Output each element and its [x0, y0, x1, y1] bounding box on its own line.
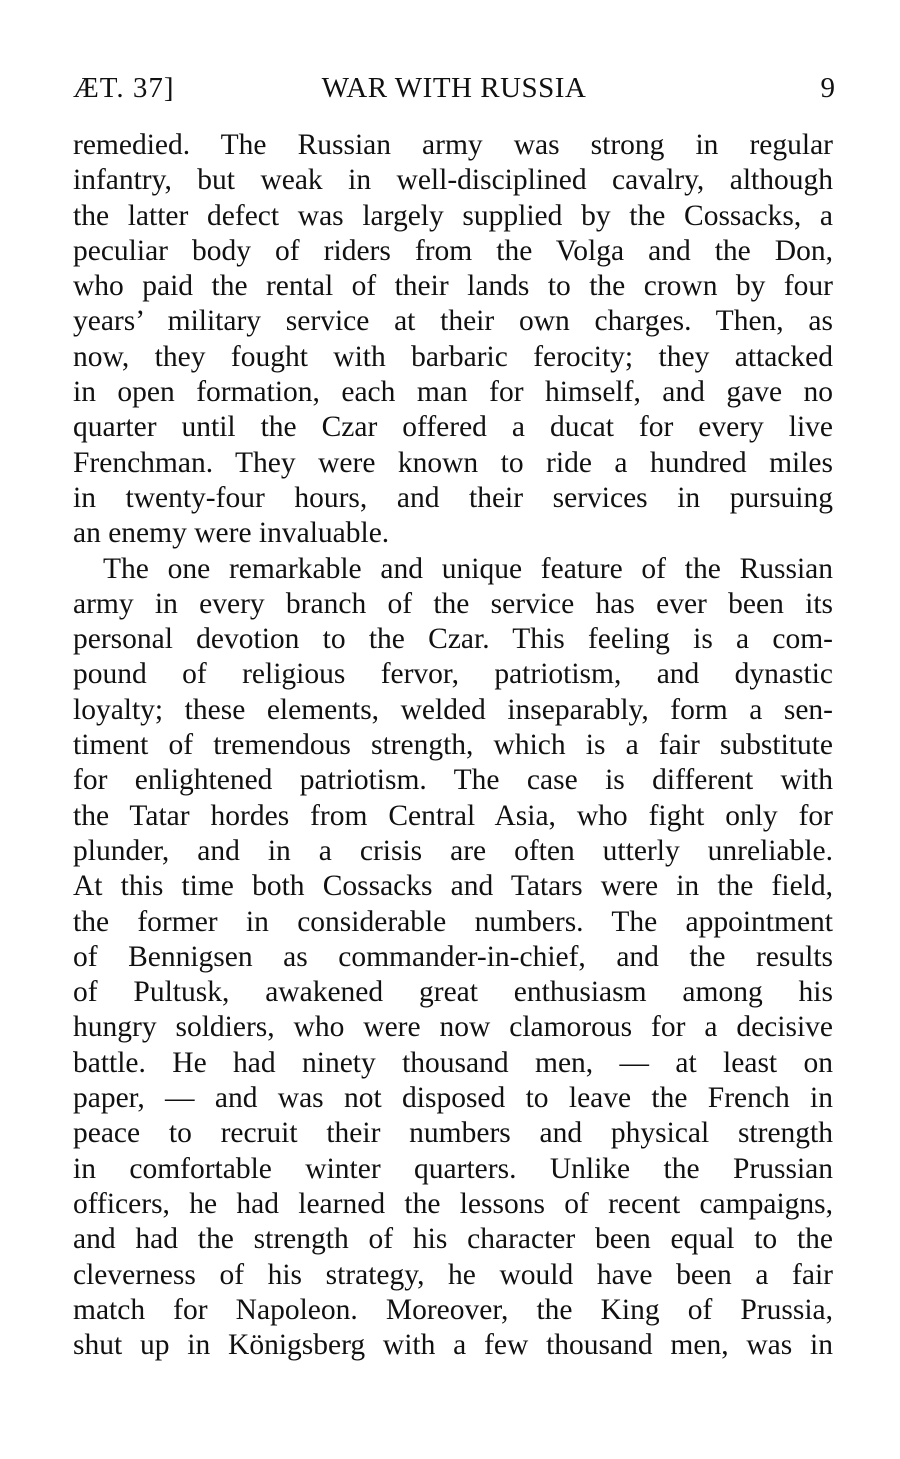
header-title: WAR WITH RUSSIA: [321, 72, 587, 104]
text-line: in twenty-four hours, and their services in pursuing: [73, 481, 833, 514]
text-line: the Tatar hordes from Central Asia, who fight only for: [73, 799, 833, 832]
text-line: Frenchman. They were known to ride a hundred miles: [73, 446, 833, 479]
text-line: and had the strength of his character been equal to the: [73, 1223, 833, 1256]
text-line: infantry, but weak in well-disciplined cavalry, although: [73, 164, 833, 197]
text-line: the latter defect was largely supplied by the Cossacks, a: [73, 199, 833, 232]
text-line: timent of tremendous strength, which is a fair substitute: [73, 729, 833, 762]
text-line: remedied. The Russian army was strong in regular: [73, 129, 833, 161]
running-head: [73, 66, 835, 110]
text-line: pound of religious fervor, patriotism, and dynastic: [73, 658, 833, 691]
text-line: years’ military service at their own charges. Then, as: [73, 305, 833, 338]
page-number: 9: [820, 72, 835, 104]
text-line: match for Napoleon. Moreover, the King of Prussia,: [73, 1293, 833, 1326]
text-line: of Bennigsen as commander-in-chief, and the results: [73, 940, 833, 973]
text-line: battle. He had ninety thousand men, — at least on: [73, 1046, 833, 1079]
text-line: At this time both Cossacks and Tatars were in the field,: [73, 870, 833, 903]
paragraph-1: [73, 128, 833, 552]
text-line: personal devotion to the Czar. This feeling is a com-: [73, 623, 833, 656]
text-line: cleverness of his strategy, he would have been a fair: [73, 1258, 833, 1291]
text-line: quarter until the Czar offered a ducat for every live: [73, 411, 833, 444]
text-line: The one remarkable and unique feature of the Russian: [103, 552, 833, 585]
text-line: in comfortable winter quarters. Unlike the Prussian: [73, 1152, 833, 1185]
text-line: of Pultusk, awakened great enthusiasm among his: [73, 976, 833, 1009]
text-line: who paid the rental of their lands to the crown by four: [73, 270, 833, 303]
text-line: paper, — and was not disposed to leave the French in: [73, 1082, 833, 1115]
text-line: peculiar body of riders from the Volga and the Don,: [73, 234, 833, 267]
paragraph-2: [73, 552, 833, 1364]
text-line: for enlightened patriotism. The case is different with: [73, 764, 833, 797]
text-line: the former in considerable numbers. The appointment: [73, 905, 833, 938]
text-line: army in every branch of the service has ever been its: [73, 587, 833, 620]
text-line: hungry soldiers, who were now clamorous for a decisive: [73, 1011, 833, 1044]
text-line: an enemy were invaluable.: [73, 517, 390, 550]
header-age-note: ÆT. 37]: [73, 72, 175, 104]
text-line: peace to recruit their numbers and physical strength: [73, 1117, 833, 1150]
body-text: [73, 128, 833, 1363]
text-line: loyalty; these elements, welded inseparably, form a sen-: [73, 693, 833, 726]
text-line: officers, he had learned the lessons of recent campaigns,: [73, 1187, 833, 1220]
text-line: in open formation, each man for himself, and gave no: [73, 376, 833, 409]
text-line: shut up in Königsberg with a few thousand men, was in: [73, 1329, 833, 1362]
text-line: plunder, and in a crisis are often utterly unreliable.: [73, 834, 833, 867]
text-line: now, they fought with barbaric ferocity; they attacked: [73, 340, 833, 373]
